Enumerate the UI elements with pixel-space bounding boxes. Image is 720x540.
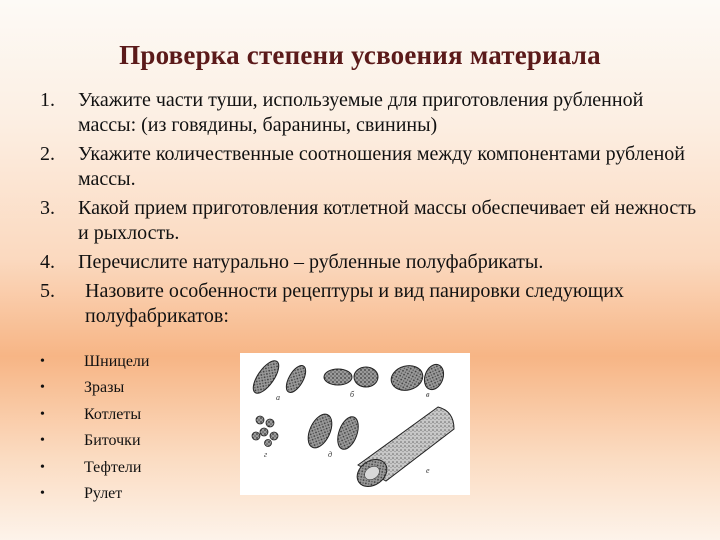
question-text: Укажите количественные соотношения между компонентами рубленой массы. (78, 143, 685, 190)
bullet-icon: • (40, 433, 45, 449)
question-number: 1. (40, 89, 55, 111)
question-text: Какой прием приготовления котлетной массы обеспечивает ей нежность и рыхлость. (78, 197, 697, 244)
question-number: 4. (40, 251, 55, 273)
svg-text:б: б (350, 390, 355, 399)
bullet-icon: • (40, 485, 45, 501)
product-item (40, 349, 240, 375)
bullet-icon: • (40, 459, 45, 475)
product-item (40, 481, 240, 507)
product-item (40, 375, 240, 401)
svg-text:а: а (276, 393, 280, 402)
product-item (40, 402, 240, 428)
question-text: Укажите части туши, используемые для приготовления рубленной массы: (из говядины, баранины, свинины) (78, 89, 644, 136)
svg-text:в: в (426, 390, 430, 399)
question-item (40, 88, 700, 138)
product-label: Тефтели (84, 458, 142, 476)
product-label: Биточки (84, 432, 141, 450)
question-item (40, 142, 700, 192)
question-item (40, 196, 700, 246)
slide-title: Проверка степени усвоения материала (119, 40, 601, 70)
product-label: Зразы (84, 379, 125, 397)
product-item (40, 455, 240, 481)
semi-finished-products-illustration (240, 353, 470, 495)
product-item (40, 428, 240, 454)
question-number: 5. (40, 280, 55, 302)
question-number: 3. (40, 197, 55, 219)
svg-text:г: г (264, 450, 268, 459)
product-label: Рулет (84, 484, 123, 502)
question-text: Назовите особенности рецептуры и вид панировки следующих полуфабрикатов: (85, 280, 624, 327)
product-label: Шницели (84, 353, 150, 370)
semi-finished-products-icon (240, 353, 470, 495)
product-label: Котлеты (84, 405, 142, 423)
question-number: 2. (40, 143, 55, 165)
svg-text:д: д (328, 450, 333, 459)
bullet-icon: • (40, 354, 45, 369)
question-item (40, 250, 700, 275)
product-list (40, 349, 240, 507)
bullet-icon: • (40, 406, 45, 422)
question-item (40, 279, 700, 329)
bullet-icon: • (40, 380, 45, 396)
question-list (40, 88, 700, 333)
question-text: Перечислите натурально – рубленные полуфабрикаты. (78, 251, 544, 273)
svg-text:е: е (426, 466, 430, 475)
